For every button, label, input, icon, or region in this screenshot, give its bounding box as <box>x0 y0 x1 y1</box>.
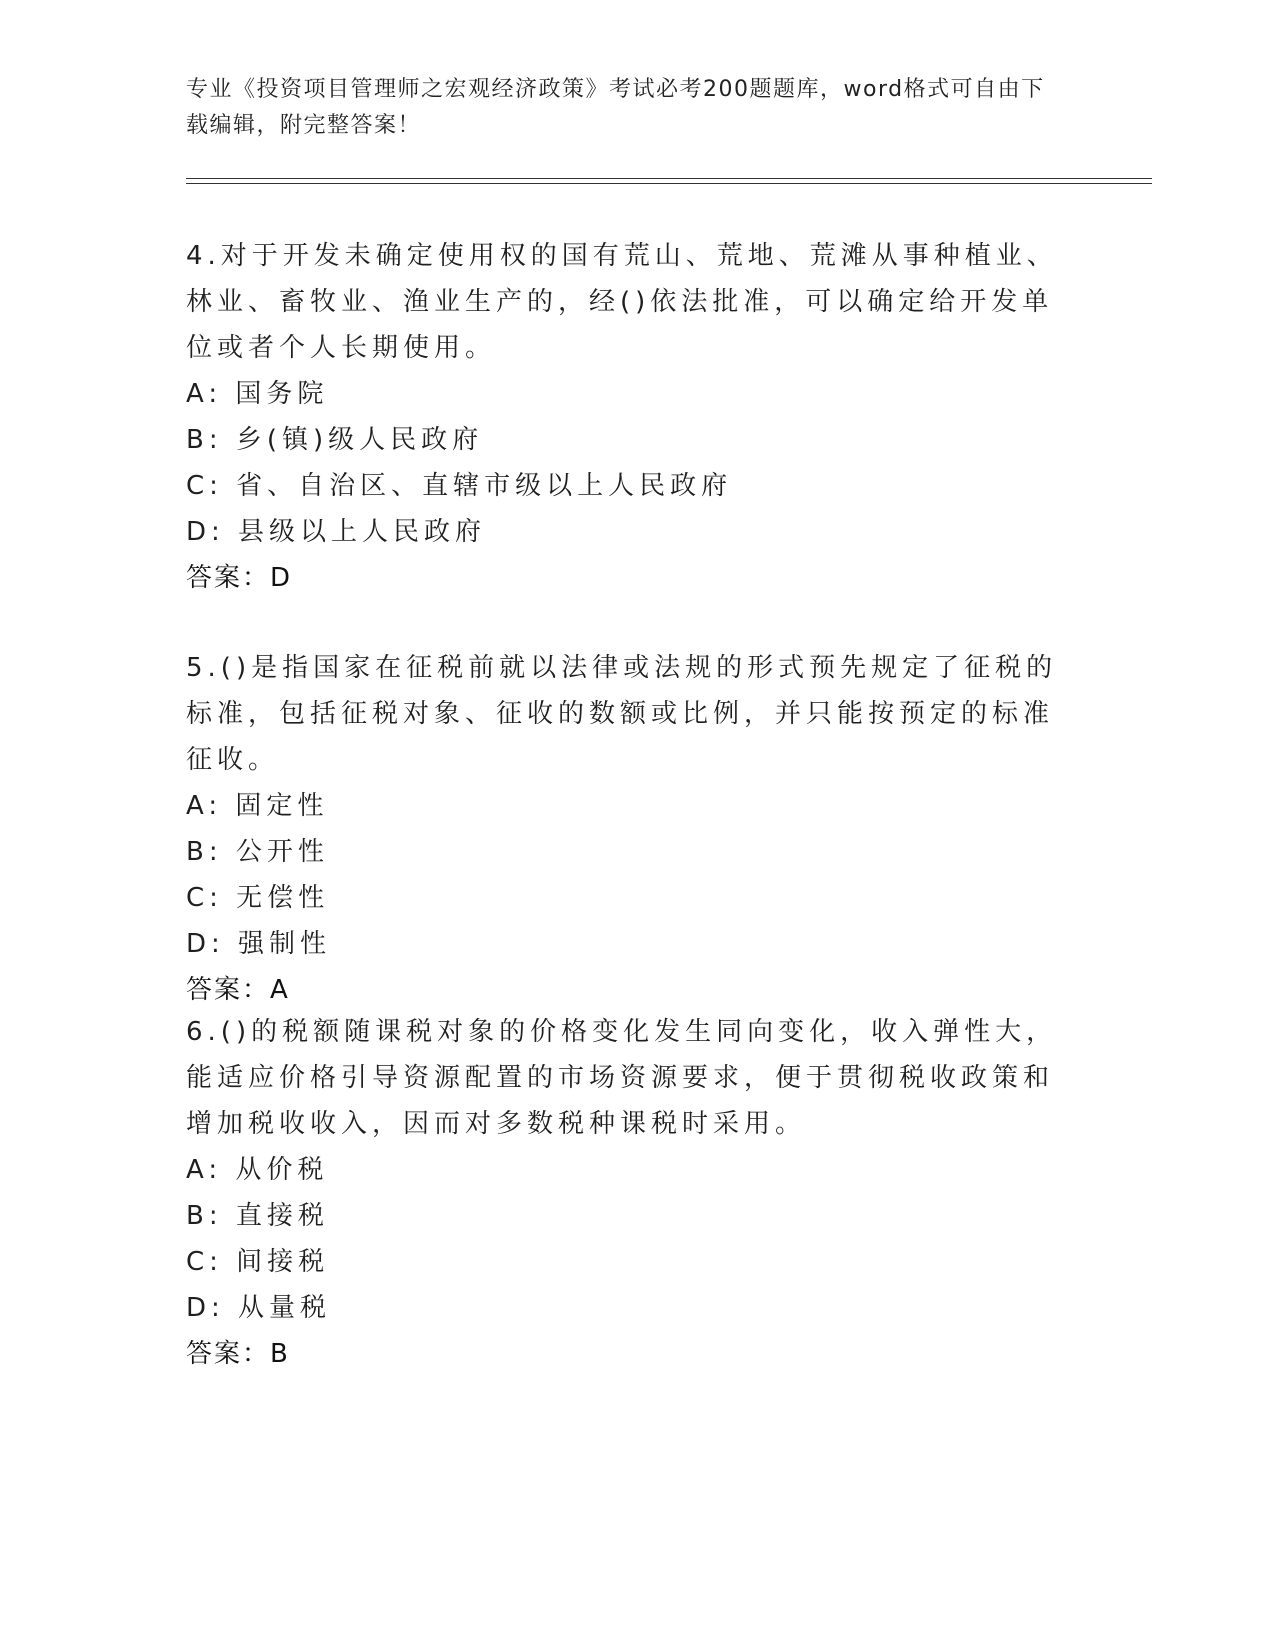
option-b: B: 乡(镇)级人民政府 <box>186 425 484 455</box>
option-c: C: 间接税 <box>186 1247 330 1277</box>
question-4 <box>186 233 1066 601</box>
option-d: D: 从量税 <box>186 1293 332 1323</box>
header-divider-bottom <box>186 183 1152 184</box>
option-b: B: 直接税 <box>186 1201 329 1231</box>
answer-line: 答案：D <box>186 563 293 593</box>
question-stem: 6.()的税额随课税对象的价格变化发生同向变化，收入弹性大，能适应价格引导资源配置的市场资源要求，便于贯彻税收政策和增加税收收入，因而对多数税种课税时采用。 <box>186 1017 1058 1139</box>
header-divider-top <box>186 178 1152 179</box>
option-b: B: 公开性 <box>186 837 329 867</box>
document-header: 专业《投资项目管理师之宏观经济政策》考试必考200题题库，word格式可自由下载编辑，附完整答案！ <box>186 77 1045 138</box>
option-a: A: 国务院 <box>186 379 329 409</box>
answer-line: 答案：B <box>186 1339 290 1369</box>
option-a: A: 从价税 <box>186 1155 329 1185</box>
option-c: C: 省、自治区、直辖市级以上人民政府 <box>186 471 733 501</box>
option-d: D: 强制性 <box>186 929 332 959</box>
option-a: A: 固定性 <box>186 791 329 821</box>
option-d: D: 县级以上人民政府 <box>186 517 487 547</box>
answer-line: 答案：A <box>186 975 290 1005</box>
option-c: C: 无偿性 <box>186 883 330 913</box>
question-stem: 4.对于开发未确定使用权的国有荒山、荒地、荒滩从事种植业、林业、畜牧业、渔业生产的，经()依法批准，可以确定给开发单位或者个人长期使用。 <box>186 241 1058 363</box>
question-6 <box>186 1009 1066 1377</box>
question-stem: 5.()是指国家在征税前就以法律或法规的形式预先规定了征税的标准，包括征税对象、征收的数额或比例，并只能按预定的标准征收。 <box>186 653 1058 775</box>
question-5 <box>186 645 1066 1013</box>
